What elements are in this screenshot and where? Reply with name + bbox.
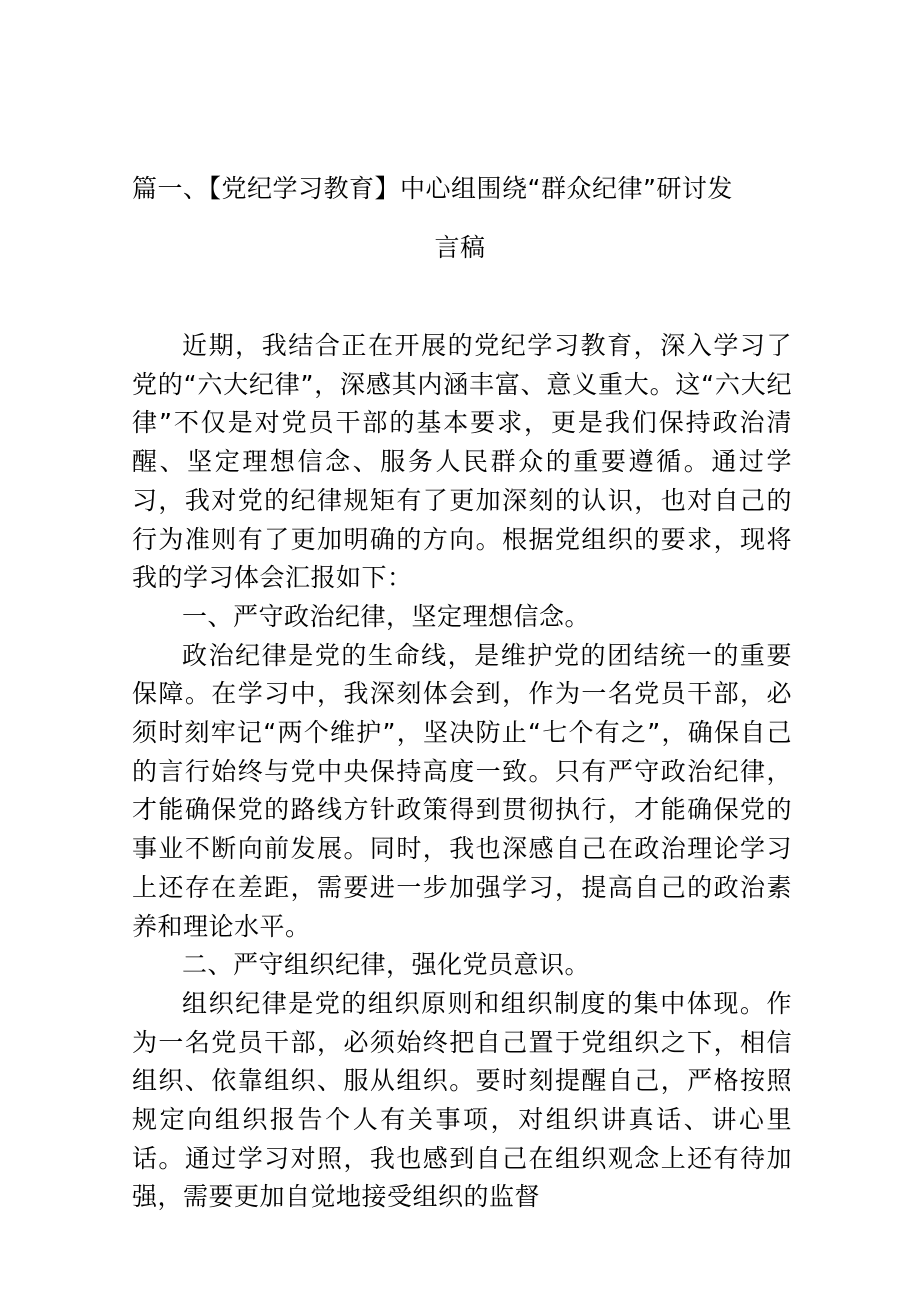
section-heading-organizational-discipline: 二、严守组织纪律，强化党员意识。 bbox=[182, 950, 591, 980]
paragraph-political-discipline: 政治纪律是党的生命线，是维护党的团结统一的重要保障。在学习中，我深刻体会到，作为一名党员干部，必须时刻牢记“两个维护”，坚决防止“七个有之”，确保自己的言行始终与党中央保持高度一致。只有严守政治纪律，才能确保党的路线方针政策得到贯彻执行，才能确保党的事业不断向前发展。同时，我也深感自己在政治理论学习上还存在差距，需要进一步加强学习，提高自己的政治素养和理论水平。 bbox=[132, 640, 792, 941]
document-body bbox=[132, 327, 792, 1217]
section-heading-political-discipline: 一、严守政治纪律，坚定理想信念。 bbox=[182, 601, 591, 631]
document-title-line-2: 言稿 bbox=[434, 233, 486, 262]
document-title-line-1: 篇一、【党纪学习教育】中心组围绕“群众纪律”研讨发 bbox=[132, 174, 733, 203]
paragraph-intro: 近期，我结合正在开展的党纪学习教育，深入学习了党的“六大纪律”，深感其内涵丰富、意义重大。这“六大纪律”不仅是对党员干部的基本要求，更是我们保持政治清醒、坚定理想信念、服务人民群众的重要遵循。通过学习，我对党的纪律规矩有了更加深刻的认识，也对自己的行为准则有了更加明确的方向。根据党组织的要求，现将我的学习体会汇报如下： bbox=[132, 331, 792, 593]
paragraph-organizational-discipline: 组织纪律是党的组织原则和组织制度的集中体现。作为一名党员干部，必须始终把自己置于党组织之下，相信组织、依靠组织、服从组织。要时刻提醒自己，严格按照规定向组织报告个人有关事项，对组织讲真话、讲心里话。通过学习对照，我也感到自己在组织观念上还有待加强，需要更加自觉地接受组织的监督 bbox=[132, 988, 792, 1212]
